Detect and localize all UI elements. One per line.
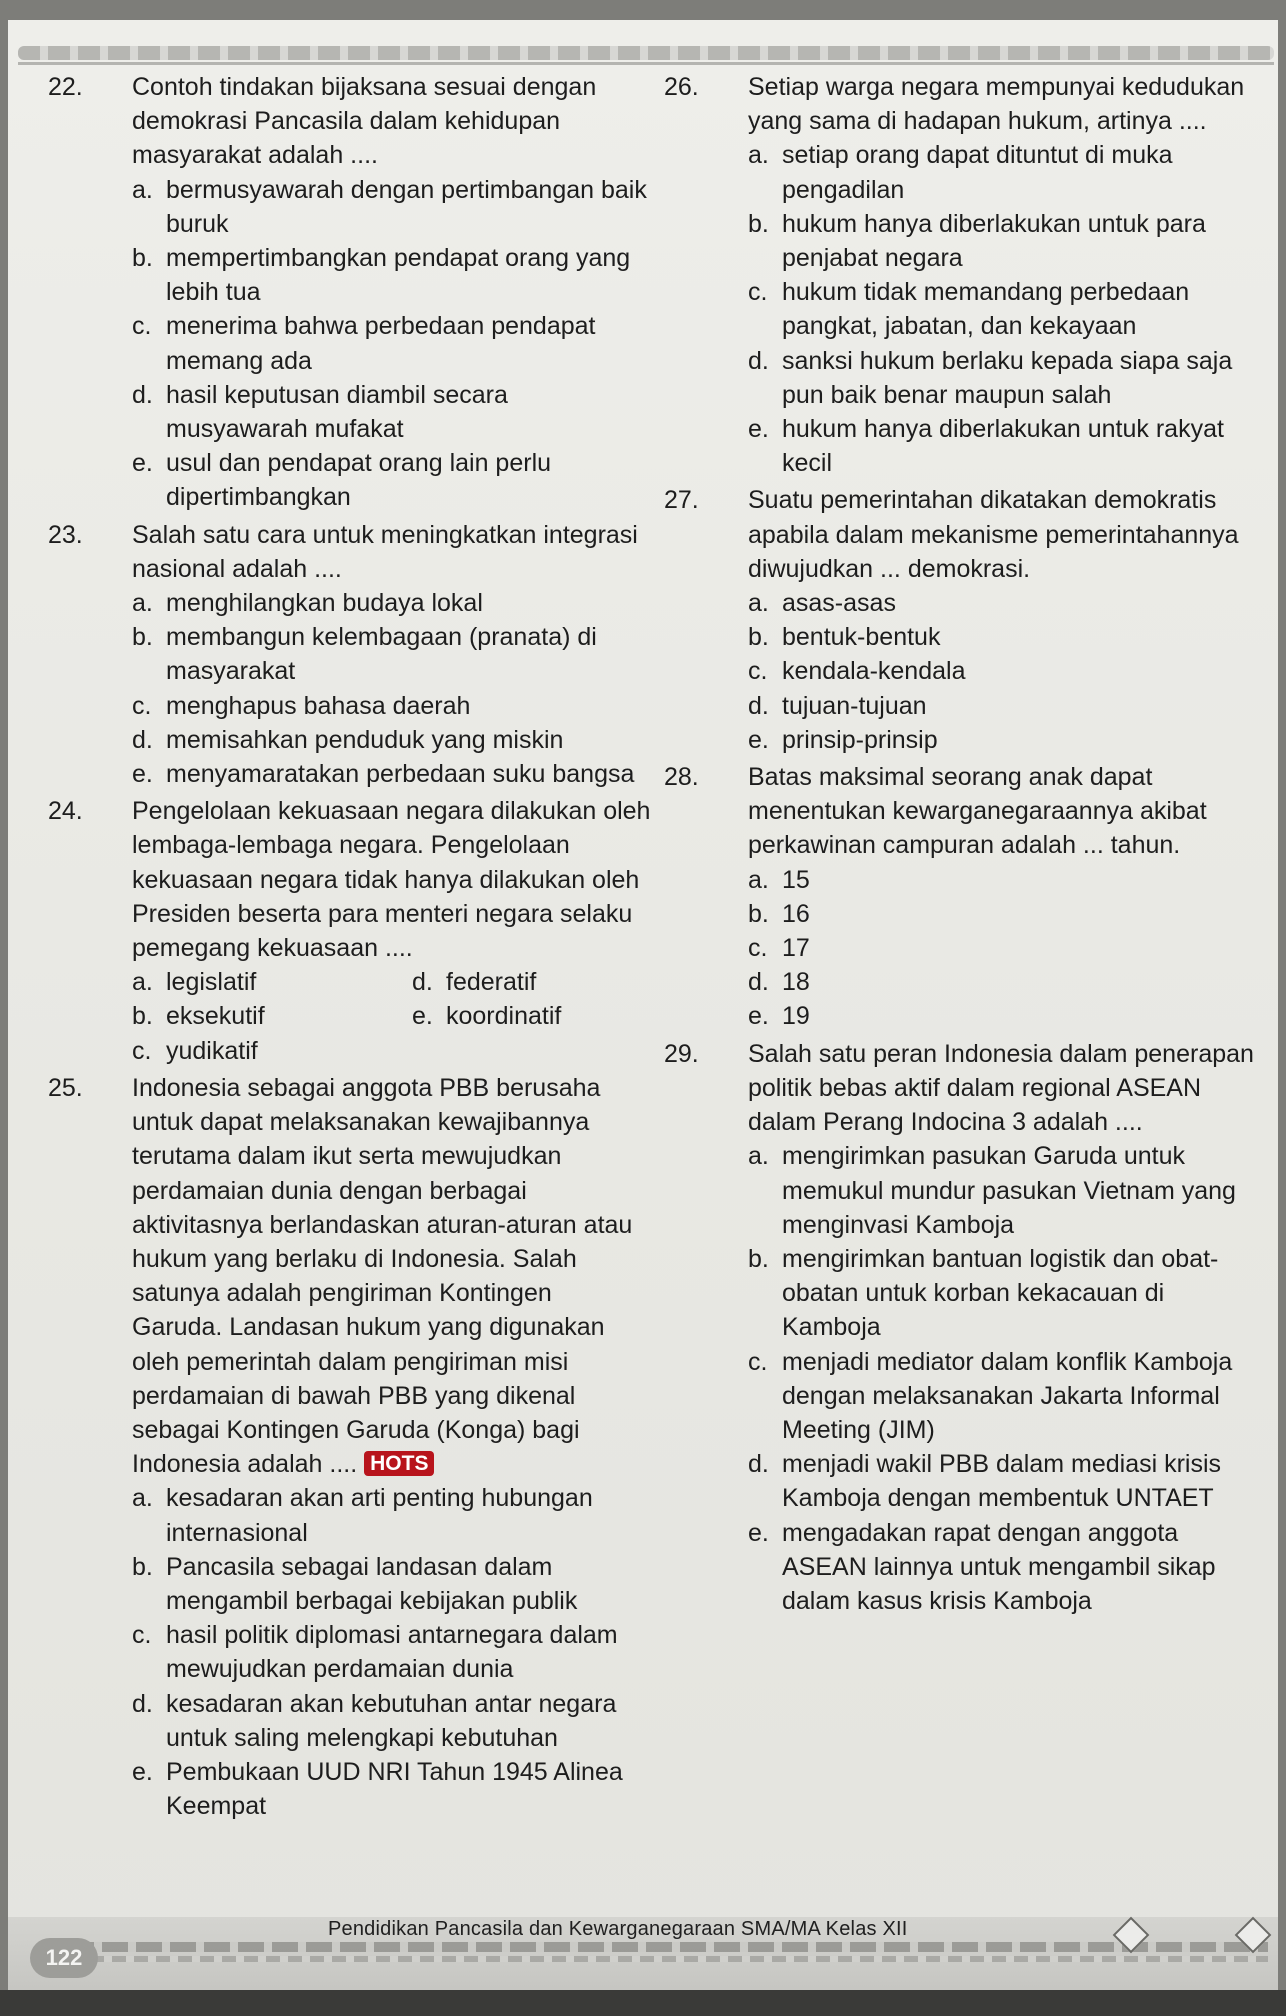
option-letter: b. bbox=[132, 244, 153, 273]
option-letter: d. bbox=[412, 968, 433, 997]
question-stem: Batas maksimal seorang anak dapat menentukan kewarganegaraannya akibat perkawinan campuran adalah ... tahun. bbox=[748, 763, 1207, 860]
top-rule bbox=[18, 62, 1274, 65]
option-letter: a. bbox=[748, 589, 769, 618]
option-text: 15 bbox=[782, 865, 810, 894]
option bbox=[748, 412, 1264, 480]
option bbox=[748, 965, 1264, 999]
option bbox=[132, 965, 412, 999]
option-text: kesadaran akan arti penting hubungan internasional bbox=[166, 1484, 593, 1547]
option-text: mengadakan rapat dengan anggota ASEAN lainnya untuk mengambil sikap dalam kasus krisis Kamboja bbox=[782, 1518, 1216, 1615]
option bbox=[748, 897, 1264, 931]
option bbox=[132, 309, 648, 377]
option-text: 19 bbox=[782, 1002, 810, 1031]
right-column bbox=[664, 70, 1264, 1621]
option-text: hasil keputusan diambil secara musyawarah mufakat bbox=[166, 380, 508, 444]
option-letter: d. bbox=[748, 691, 769, 720]
option-letter: e. bbox=[748, 725, 769, 754]
option bbox=[132, 1755, 648, 1823]
option-letter: c. bbox=[132, 1036, 152, 1065]
photo-background-edge bbox=[0, 1990, 1286, 2016]
question-stem: Salah satu cara untuk meningkatkan integrasi nasional adalah .... bbox=[132, 520, 638, 583]
option-text: eksekutif bbox=[166, 1002, 265, 1031]
textbook-page bbox=[8, 20, 1278, 2010]
option-text: menghilangkan budaya lokal bbox=[166, 589, 483, 618]
option-text: membangun kelembagaan (pranata) di masyarakat bbox=[166, 623, 597, 686]
question-28 bbox=[664, 760, 1264, 1034]
question-stem: Setiap warga negara mempunyai kedudukan yang sama di hadapan hukum, artinya .... bbox=[748, 73, 1245, 136]
option-text: menjadi wakil PBB dalam mediasi krisis Kamboja dengan membentuk UNTAET bbox=[782, 1450, 1222, 1513]
option-text: kendala-kendala bbox=[782, 657, 966, 686]
question-number: 22. bbox=[48, 73, 83, 101]
question-23 bbox=[48, 518, 648, 792]
option-text: koordinatif bbox=[446, 1002, 562, 1031]
option-letter: e. bbox=[748, 1002, 769, 1031]
option-text: hukum hanya diberlakukan untuk rakyat kecil bbox=[782, 415, 1224, 478]
question-number: 25. bbox=[48, 1073, 83, 1102]
option bbox=[748, 1242, 1264, 1345]
option bbox=[132, 1618, 648, 1686]
page-number: 122 bbox=[30, 1938, 98, 1978]
footer-decorative-stripe bbox=[68, 1956, 1268, 1962]
option-letter: c. bbox=[748, 657, 768, 686]
option-letter: e. bbox=[748, 1518, 769, 1547]
option bbox=[748, 723, 1264, 757]
question-number: 23. bbox=[48, 520, 83, 549]
option-letter: c. bbox=[748, 934, 768, 963]
question-number: 26. bbox=[664, 73, 699, 101]
option-text: mengirimkan bantuan logistik dan obat-obatan untuk korban kekacauan di Kamboja bbox=[782, 1244, 1219, 1342]
option-text: menerima bahwa perbedaan pendapat memang ada bbox=[166, 312, 596, 375]
option-letter: a. bbox=[132, 175, 153, 204]
option bbox=[412, 999, 672, 1033]
option bbox=[132, 689, 648, 723]
option bbox=[748, 999, 1264, 1033]
option-letter: c. bbox=[132, 312, 152, 341]
option-text: bentuk-bentuk bbox=[782, 623, 941, 652]
option bbox=[132, 1550, 648, 1618]
option bbox=[748, 275, 1264, 343]
option-letter: c. bbox=[132, 1621, 152, 1650]
option-letter: a. bbox=[748, 865, 769, 894]
option-text: menjadi mediator dalam konflik Kamboja dengan melaksanakan Jakarta Informal Meeting (JIM) bbox=[782, 1347, 1233, 1444]
option bbox=[132, 757, 648, 791]
option-letter: d. bbox=[748, 1450, 769, 1479]
question-stem: Pengelolaan kekuasaan negara dilakukan oleh lembaga-lembaga negara. Pengelolaan kekuasaan negara tidak hanya dilakukan oleh Presiden beserta para menteri negara selaku pemegang kekuasaan .... bbox=[132, 797, 651, 963]
option-letter: d. bbox=[132, 380, 153, 409]
option-text: usul dan pendapat orang lain perlu dipertimbangkan bbox=[166, 449, 552, 512]
option bbox=[748, 863, 1264, 897]
question-25 bbox=[48, 1071, 648, 1823]
left-column bbox=[48, 70, 651, 1826]
option-letter: d. bbox=[132, 1689, 153, 1718]
option-letter: b. bbox=[748, 1244, 769, 1273]
question-number: 29. bbox=[664, 1039, 699, 1068]
option-letter: d. bbox=[748, 968, 769, 997]
option-text: 16 bbox=[782, 899, 810, 928]
option bbox=[132, 586, 648, 620]
option-letter: c. bbox=[748, 1347, 768, 1376]
option bbox=[132, 723, 648, 757]
option-text: hukum hanya diberlakukan untuk para penjabat negara bbox=[782, 209, 1206, 273]
option bbox=[748, 1345, 1264, 1448]
option-text: mengirimkan pasukan Garuda untuk memukul mundur pasukan Vietnam yang menginvasi Kamboja bbox=[782, 1142, 1236, 1239]
option-letter: d. bbox=[132, 725, 153, 754]
question-stem: Salah satu peran Indonesia dalam penerapan politik bebas aktif dalam regional ASEAN dalam Perang Indocina 3 adalah .... bbox=[748, 1039, 1254, 1137]
question-number: 28. bbox=[664, 763, 699, 792]
option-letter: a. bbox=[748, 141, 769, 170]
option-letter: e. bbox=[132, 1757, 153, 1786]
option bbox=[748, 1139, 1264, 1242]
option-text: hukum tidak memandang perbedaan pangkat, jabatan, dan kekayaan bbox=[782, 278, 1190, 341]
option-text: yudikatif bbox=[166, 1036, 258, 1065]
option-text: setiap orang dapat dituntut di muka pengadilan bbox=[782, 141, 1173, 204]
option bbox=[748, 620, 1264, 654]
option-letter: d. bbox=[748, 346, 769, 375]
option-text: menyamaratakan perbedaan suku bangsa bbox=[166, 760, 635, 789]
option-letter: a. bbox=[132, 1484, 153, 1513]
top-decorative-border bbox=[18, 46, 1274, 60]
question-number: 27. bbox=[664, 486, 699, 515]
option-text: 17 bbox=[782, 934, 810, 963]
question-stem bbox=[132, 1071, 648, 1481]
option bbox=[132, 1687, 648, 1755]
footer-decorative-stripe bbox=[68, 1942, 1268, 1952]
option-text: sanksi hukum berlaku kepada siapa saja pun baik benar maupun salah bbox=[782, 346, 1233, 409]
option bbox=[748, 654, 1264, 688]
option-letter: b. bbox=[132, 1552, 153, 1581]
option-letter: a. bbox=[132, 589, 153, 618]
option-text: menghapus bahasa daerah bbox=[166, 691, 471, 720]
option-letter: e. bbox=[132, 760, 153, 789]
option-letter: b. bbox=[132, 1002, 153, 1031]
option-letter: b. bbox=[748, 623, 769, 652]
question-stem-text: Indonesia sebagai anggota PBB berusaha untuk dapat melaksanakan kewajibannya terutama dalam ikut serta mewujudkan perdamaian dunia dengan berbagai aktivitasnya berlandaskan aturan-aturan atau hukum yang berlaku di Indonesia. Salah satunya adalah pengiriman Kontingen Garuda. Landasan hukum yang digunakan oleh pemerintah dalam pengiriman misi perdamaian di bawah PBB yang dikenal sebagai Kontingen Garuda (Konga) bagi Indonesia adalah .... bbox=[132, 1073, 633, 1479]
option-text: Pembukaan UUD NRI Tahun 1945 Alinea Keempat bbox=[166, 1757, 623, 1821]
option bbox=[748, 1516, 1264, 1619]
option-text: asas-asas bbox=[782, 589, 896, 618]
option-text: bermusyawarah dengan pertimbangan baik buruk bbox=[166, 175, 647, 238]
option-letter: b. bbox=[748, 899, 769, 928]
option bbox=[132, 446, 648, 514]
option-text: memisahkan penduduk yang miskin bbox=[166, 725, 564, 754]
option-letter: e. bbox=[412, 1002, 433, 1031]
question-stem: Contoh tindakan bijaksana sesuai dengan demokrasi Pancasila dalam kehidupan masyarakat adalah .... bbox=[132, 73, 597, 170]
option-letter: a. bbox=[132, 968, 153, 997]
hots-badge: HOTS bbox=[364, 1451, 434, 1476]
option bbox=[748, 138, 1264, 206]
option-text: mempertimbangkan pendapat orang yang lebih tua bbox=[166, 244, 631, 307]
option-text: tujuan-tujuan bbox=[782, 691, 927, 720]
option bbox=[748, 1447, 1264, 1515]
option-letter: e. bbox=[748, 415, 769, 444]
option bbox=[132, 378, 648, 446]
option bbox=[132, 173, 648, 241]
footer-book-title: Pendidikan Pancasila dan Kewarganegaraan SMA/MA Kelas XII bbox=[328, 1918, 908, 1940]
option-letter: e. bbox=[132, 449, 153, 478]
option bbox=[132, 1034, 412, 1068]
question-stem: Suatu pemerintahan dikatakan demokratis apabila dalam mekanisme pemerintahannya diwujudkan ... demokrasi. bbox=[748, 486, 1239, 583]
option bbox=[748, 344, 1264, 412]
question-29 bbox=[664, 1037, 1264, 1618]
option-letter: a. bbox=[748, 1142, 769, 1171]
option-letter: b. bbox=[748, 209, 769, 238]
option bbox=[748, 931, 1264, 965]
question-27 bbox=[664, 483, 1264, 757]
option-letter: c. bbox=[132, 691, 152, 720]
option bbox=[748, 689, 1264, 723]
option-letter: b. bbox=[132, 623, 153, 652]
option-text: legislatif bbox=[166, 968, 257, 997]
option-text: Pancasila sebagai landasan dalam mengambil berbagai kebijakan publik bbox=[166, 1552, 578, 1615]
option bbox=[132, 620, 648, 688]
option-letter: c. bbox=[748, 278, 768, 307]
question-24 bbox=[48, 794, 651, 1068]
option bbox=[412, 965, 672, 999]
option bbox=[748, 207, 1264, 275]
option bbox=[132, 999, 412, 1033]
option-text: federatif bbox=[446, 968, 537, 997]
option bbox=[132, 241, 648, 309]
question-26 bbox=[664, 70, 1264, 480]
option-text: hasil politik diplomasi antarnegara dalam mewujudkan perdamaian dunia bbox=[166, 1621, 618, 1684]
option bbox=[132, 1481, 648, 1549]
option-text: prinsip-prinsip bbox=[782, 725, 938, 754]
question-number: 24. bbox=[48, 797, 83, 826]
option-grid bbox=[132, 965, 672, 1068]
option-text: 18 bbox=[782, 968, 810, 997]
option bbox=[748, 586, 1264, 620]
question-22 bbox=[48, 70, 648, 515]
option-text: kesadaran akan kebutuhan antar negara untuk saling melengkapi kebutuhan bbox=[166, 1689, 617, 1752]
